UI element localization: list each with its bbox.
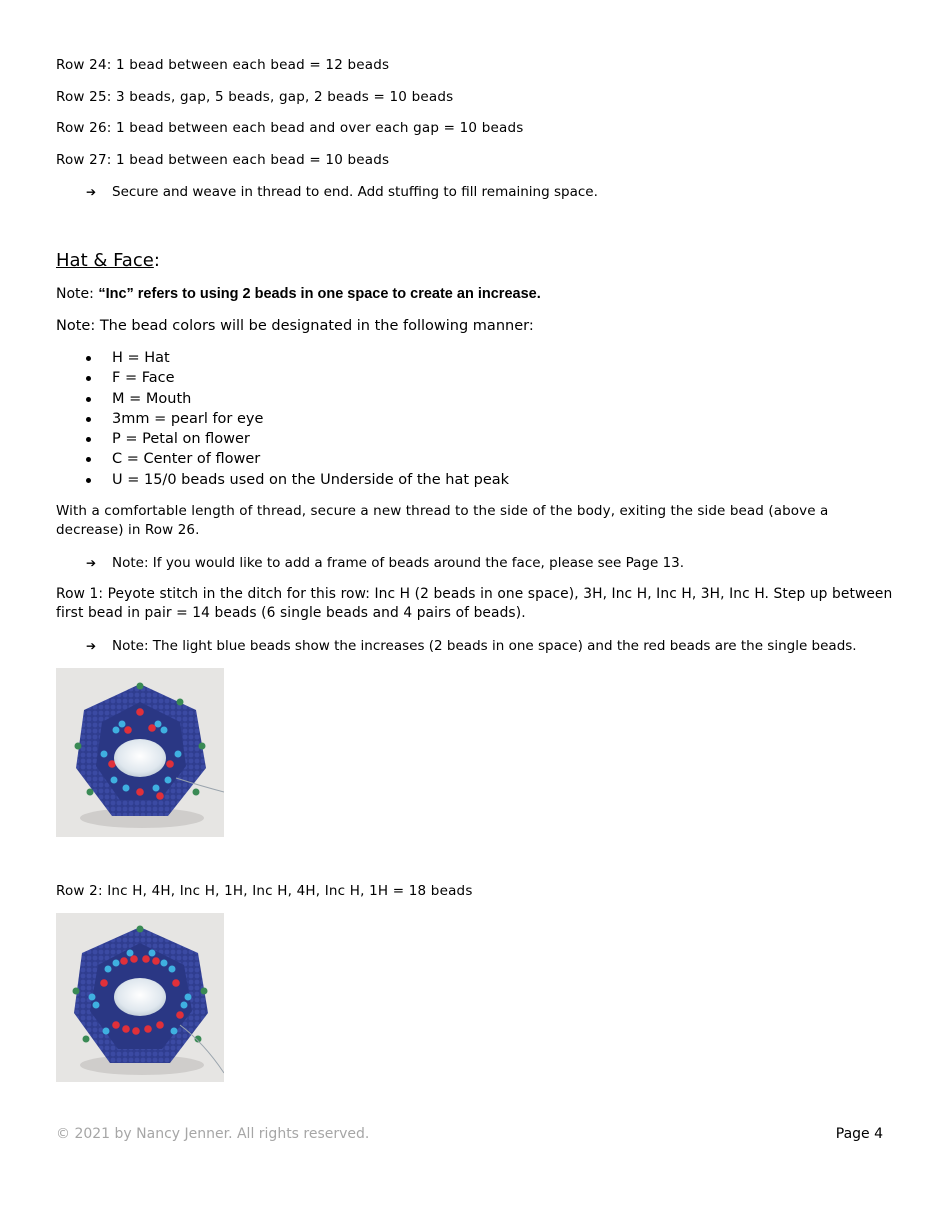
list-item: H = Hat: [56, 348, 509, 368]
inc-note-prefix: Note:: [56, 286, 99, 302]
list-item: C = Center of flower: [56, 449, 509, 469]
secure-note: [86, 183, 598, 201]
bullet-dot-icon: [86, 356, 91, 361]
bullet-dot-icon: [86, 437, 91, 442]
frame-note-text: Note: If you would like to add a frame of beads around the face, please see Page 13.: [112, 555, 685, 571]
blue-beads-note-text: Note: The light blue beads show the increases (2 beads in one space) and the red beads are the single beads.: [112, 638, 857, 654]
bullet-dot-icon: [86, 457, 91, 462]
secure-note-text: Secure and weave in thread to end. Add stuffing to fill remaining space.: [112, 184, 598, 200]
inc-note: [56, 285, 541, 303]
row-27-text: Row 27: 1 bead between each bead = 10 beads: [56, 152, 390, 168]
bullet-dot-icon: [86, 478, 91, 483]
bead-photo-row-2: [56, 913, 224, 1082]
arrow-bullet-icon: ➔: [86, 556, 97, 570]
footer-page-number: Page 4: [835, 1126, 883, 1142]
beadwork-image: [56, 913, 224, 1082]
arrow-bullet-icon: ➔: [86, 639, 97, 653]
colors-note: Note: The bead colors will be designated in the following manner:: [56, 318, 534, 334]
bullet-dot-icon: [86, 397, 91, 402]
arrow-bullet-icon: ➔: [86, 185, 97, 199]
color-designation-list: [56, 348, 509, 490]
list-item: F = Face: [56, 368, 509, 388]
bullet-dot-icon: [86, 376, 91, 381]
bead-photo-row-1: [56, 668, 224, 837]
frame-note: [86, 554, 684, 572]
section-heading: [56, 250, 160, 272]
row-2-text: Row 2: Inc H, 4H, Inc H, 1H, Inc H, 4H, Inc H, 1H = 18 beads: [56, 883, 473, 899]
row-26-text: Row 26: 1 bead between each bead and over each gap = 10 beads: [56, 120, 524, 136]
list-item: 3mm = pearl for eye: [56, 409, 509, 429]
list-item: M = Mouth: [56, 389, 509, 409]
bullet-dot-icon: [86, 417, 91, 422]
section-title-colon: :: [153, 250, 160, 271]
blue-beads-note: [86, 637, 857, 655]
list-item: P = Petal on flower: [56, 429, 509, 449]
beadwork-image: [56, 668, 224, 837]
row-24-text: Row 24: 1 bead between each bead = 12 beads: [56, 57, 390, 73]
section-title: Hat & Face: [56, 250, 154, 271]
inc-note-bold: “Inc” refers to using 2 beads in one space to create an increase.: [98, 286, 541, 302]
list-item: U = 15/0 beads used on the Underside of the hat peak: [56, 470, 509, 490]
thread-paragraph: With a comfortable length of thread, secure a new thread to the side of the body, exiting the side bead (above a decrease) in Row 26.: [56, 503, 829, 538]
footer-copyright: © 2021 by Nancy Jenner. All rights reserved.: [56, 1126, 370, 1142]
row-1-paragraph: Row 1: Peyote stitch in the ditch for this row: Inc H (2 beads in one space), 3H, Inc H, Inc H, 3H, Inc H. Step up between first bead in pair = 14 beads (6 single beads and 4 pairs of beads).: [56, 586, 893, 621]
row-25-text: Row 25: 3 beads, gap, 5 beads, gap, 2 beads = 10 beads: [56, 89, 454, 105]
